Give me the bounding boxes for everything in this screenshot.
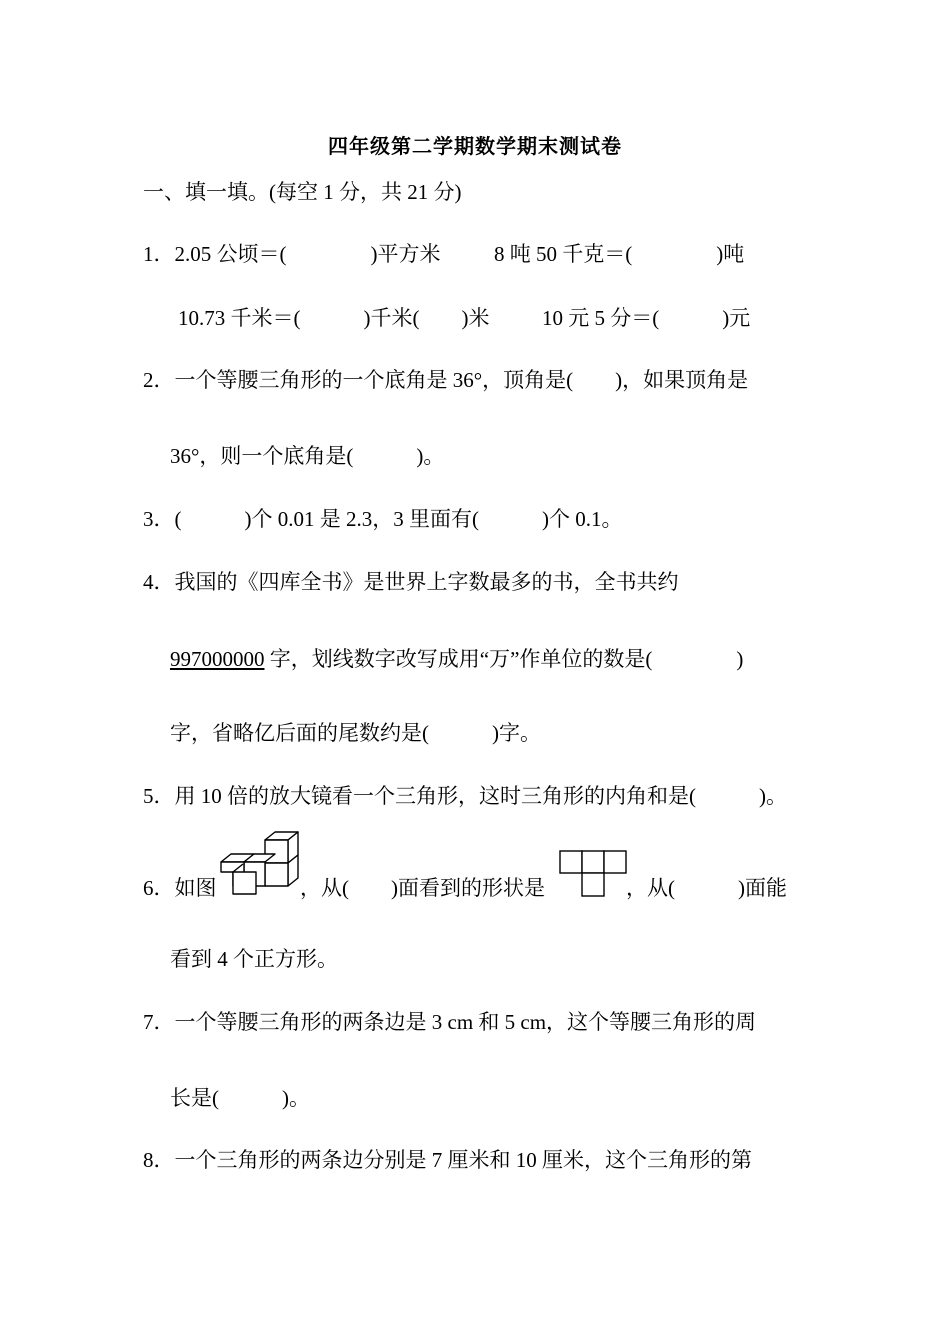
q6-line2: 看到 4 个正方形。 xyxy=(170,947,338,971)
cube-stack-figure xyxy=(219,830,301,896)
q2-line1: 2．一个等腰三角形的一个底角是 36°，顶角是( )，如果顶角是 xyxy=(143,368,749,392)
q1-line2-a: 10.73 千米＝( )千米( )米 xyxy=(178,306,490,330)
q8-line1: 8．一个三角形的两条边分别是 7 厘米和 10 厘米，这个三角形的第 xyxy=(143,1148,752,1172)
section-heading: 一、填一填。(每空 1 分，共 21 分) xyxy=(143,180,462,204)
q2-line2: 36°，则一个底角是( )。 xyxy=(170,444,445,468)
q4-line2 xyxy=(170,645,743,673)
page-title: 四年级第二学期数学期末测试卷 xyxy=(328,136,622,158)
q4-line3: 字，省略亿后面的尾数约是( )字。 xyxy=(170,721,541,745)
q6-part-b: ，从( )面看到的形状是 xyxy=(300,876,545,900)
view-shape-figure xyxy=(559,850,629,898)
q5-line1: 5．用 10 倍的放大镜看一个三角形，这时三角形的内角和是( )。 xyxy=(143,784,787,808)
q1-line1-b: 8 吨 50 千克＝( )吨 xyxy=(494,242,745,266)
q4-line1: 4．我国的《四库全书》是世界上字数最多的书，全书共约 xyxy=(143,570,679,594)
q6-part-c: ，从( )面能 xyxy=(626,876,787,900)
q3-line1: 3．( )个 0.01 是 2.3，3 里面有( )个 0.1。 xyxy=(143,507,623,531)
q4-line2-rest: 字，划线数字改写成用“万”作单位的数是( ) xyxy=(264,647,744,671)
q7-line2: 长是( )。 xyxy=(170,1086,310,1110)
q1-line2-b: 10 元 5 分＝( )元 xyxy=(542,306,751,330)
q1-line1-a: 1．2.05 公顷＝( )平方米 xyxy=(143,242,441,266)
q7-line1: 7．一个等腰三角形的两条边是 3 cm 和 5 cm，这个等腰三角形的周 xyxy=(143,1010,757,1034)
q6-part-a: 6．如图 xyxy=(143,876,217,900)
underlined-number: 997000000 xyxy=(170,647,265,671)
